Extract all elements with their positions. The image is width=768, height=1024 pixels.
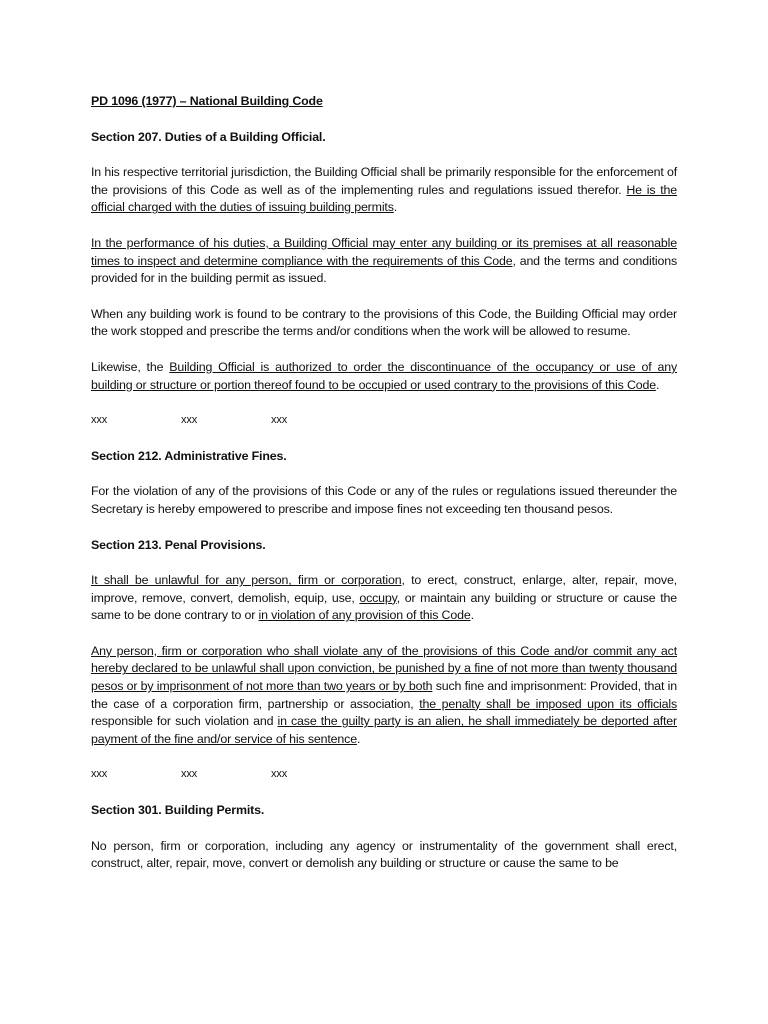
text-run: , or maintain any building or structure or cause the same to be done contrary to or [91, 590, 677, 623]
underlined-text: occupy [359, 590, 397, 605]
section-207-heading: Section 207. Duties of a Building Official. [91, 129, 326, 144]
text-run: , and the terms and conditions provided for in the building permit as issued. [91, 253, 678, 286]
text-run: . [470, 608, 474, 623]
section-207-paragraph-1 [91, 164, 677, 217]
section-301-paragraph-1: No person, firm or corporation, including any agency or instrumentality of the government shall erect, construct, alter, repair, move, convert or demolish any building or structure or cause the same to be [91, 838, 677, 871]
omission-text: xxx [91, 414, 108, 427]
section-213-heading: Section 213. Penal Provisions. [91, 537, 266, 552]
text-run: Likewise, the [91, 359, 170, 374]
section-213-paragraph-1 [91, 572, 677, 625]
omission-text: xxx [181, 768, 198, 781]
omission-marker [91, 412, 677, 430]
section-213-paragraph-2 [91, 643, 677, 749]
section-301-heading: Section 301. Building Permits. [91, 803, 265, 818]
underlined-text: It shall be unlawful for any person, firm or corporation [91, 573, 402, 588]
underlined-text: in violation of any provision of this Code [258, 608, 471, 623]
text-run: such fine and imprisonment: Provided, that in the case of a corporation firm, partnership or association, [91, 679, 677, 711]
section-207-paragraph-3: When any building work is found to be contrary to the provisions of this Code, the Building Official may order the work stopped and prescribe the terms and/or conditions when the work will be allowed to resume. [91, 306, 677, 339]
underlined-text: He is the official charged with the duties of issuing building permits [91, 182, 677, 215]
text-run: , to erect, construct, enlarge, alter, repair, move, improve, remove, convert, demolish, equip, use, [91, 573, 678, 605]
omission-text: xxx [271, 768, 288, 781]
omission-text: xxx [271, 414, 288, 427]
text-run: . [655, 377, 660, 392]
omission-text: xxx [181, 414, 198, 427]
document-title: PD 1096 (1977) – National Building Code [91, 94, 323, 108]
underlined-text: In the performance of his duties, a Building Official may enter any building or its premises at all reasonable times to inspect and determine compliance with the requirements of this Code [91, 235, 677, 268]
underlined-text: the penalty shall be imposed upon its officials [419, 696, 677, 711]
omission-marker [91, 766, 677, 784]
text-run: responsible for such violation and [91, 714, 278, 729]
omission-text: xxx [91, 768, 108, 781]
section-212-paragraph-1: For the violation of any of the provisions of this Code or any of the rules or regulations issued thereunder the Secretary is hereby empowered to prescribe and impose fines not exceeding ten thousand pesos. [91, 484, 677, 516]
section-212-heading: Section 212. Administrative Fines. [91, 448, 287, 463]
underlined-text: Building Official is authorized to order the discontinuance of the occupancy or use of any building or structure or portion thereof found to be occupied or used contrary to the provisions of this Code [91, 359, 677, 392]
text-run: . [356, 731, 361, 746]
underlined-text: in case the guilty party is an alien, he shall immediately be deported after payment of the fine and/or service of his sentence [91, 714, 677, 746]
section-207-paragraph-2 [91, 235, 677, 288]
text-run: . [393, 200, 398, 215]
text-run: In his respective territorial jurisdiction, the Building Official shall be primarily responsible for the enforcement of the provisions of this Code as well as of the implementing rules and regulations issued therefor. [91, 165, 677, 197]
document-page [91, 93, 677, 891]
section-207-paragraph-4 [91, 359, 677, 394]
underlined-text: Any person, firm or corporation who shall violate any of the provisions of this Code and/or commit any act hereby declared to be unlawful shall upon conviction, be punished by a fine of not more than twenty thousand pesos or by imprisonment of not more than two years or by both [91, 643, 677, 694]
